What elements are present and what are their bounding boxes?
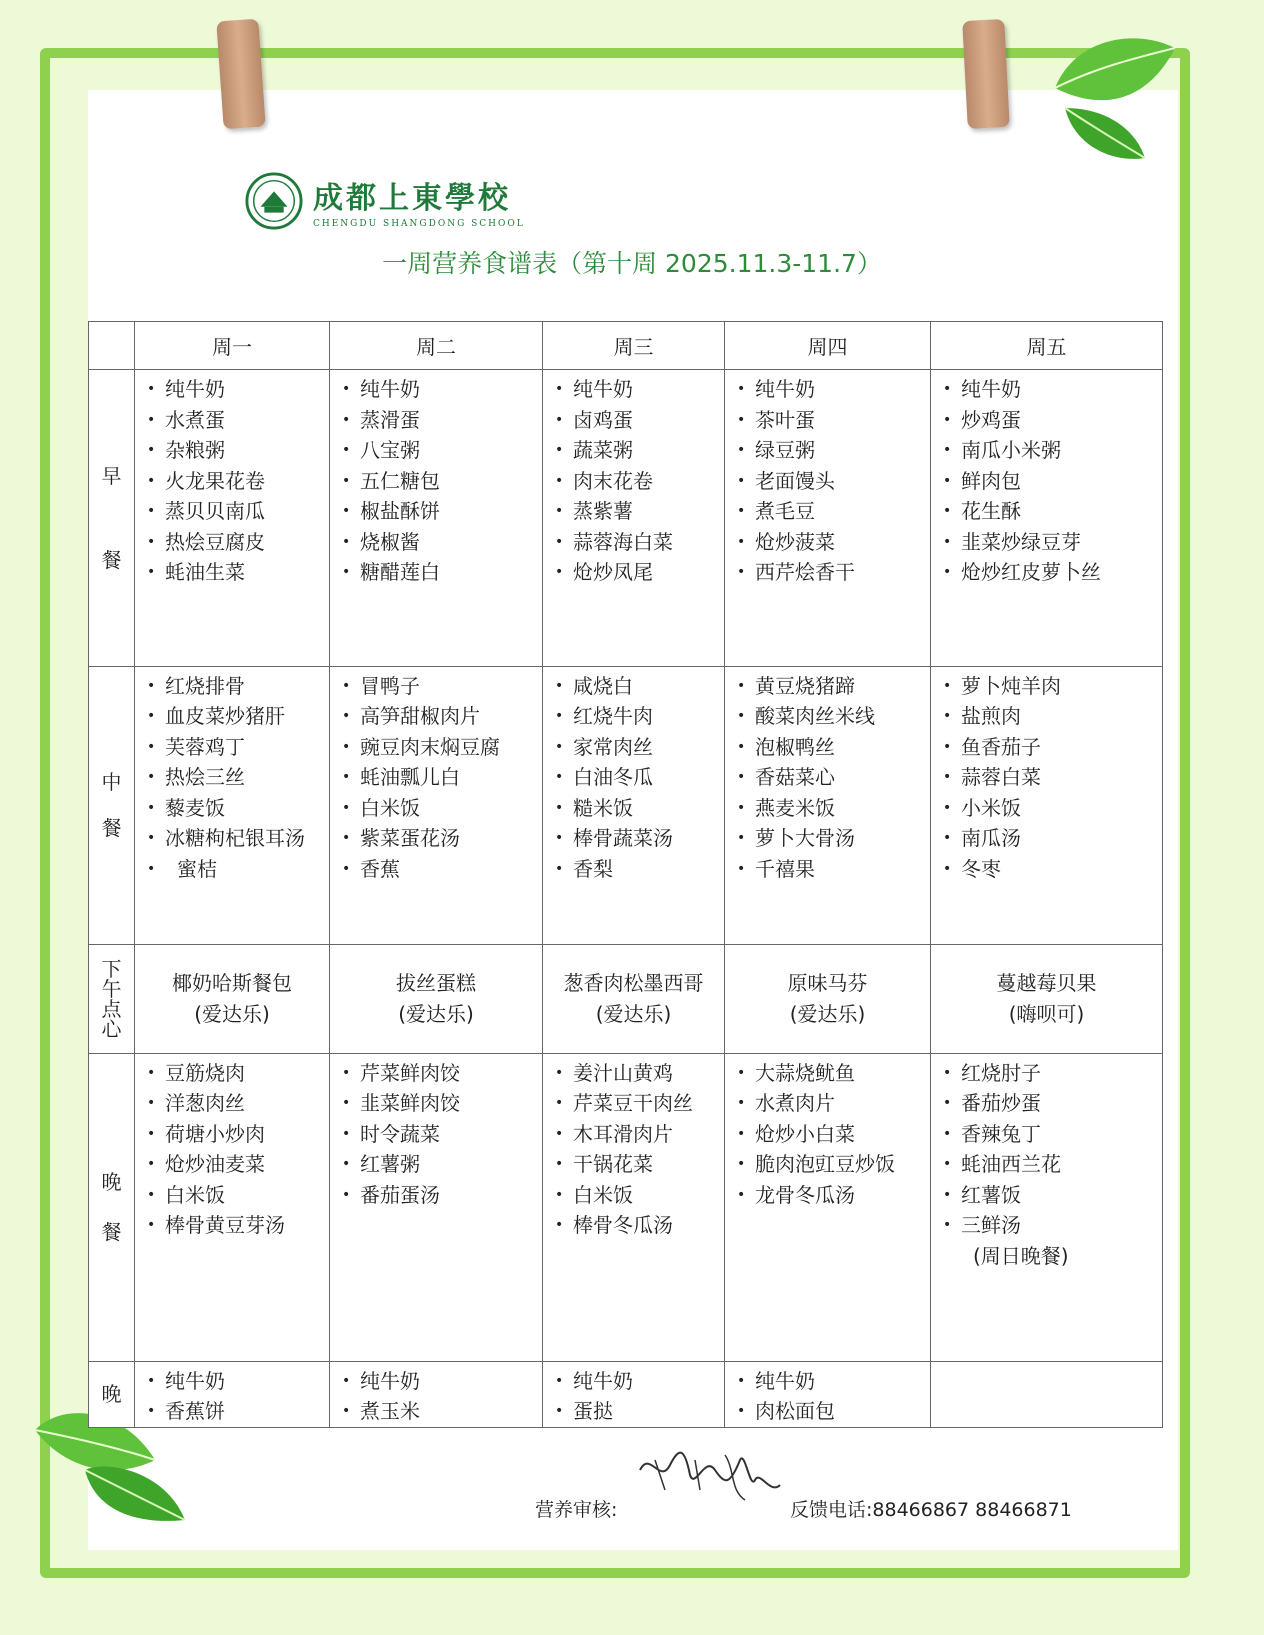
list-item: • 三鲜汤	[941, 1210, 1162, 1241]
breakfast-label: 早 餐	[89, 370, 135, 667]
list-item: • 韭菜鲜肉饺	[340, 1088, 542, 1119]
list-item-note: (周日晚餐)	[973, 1243, 1069, 1268]
dinner-row	[89, 1053, 1163, 1361]
list-item: • 蒜蓉海白菜	[553, 527, 724, 558]
list-item: • 芹菜豆干肉丝	[553, 1088, 724, 1119]
clothespin-right-icon	[962, 19, 1010, 129]
snack-label: 下午点心	[89, 944, 135, 1053]
list-item: • 龙骨冬瓜汤	[735, 1180, 930, 1211]
list-item: • 炝炒菠菜	[735, 527, 930, 558]
list-item: • 鲜肉包	[941, 466, 1162, 497]
lunch-row	[89, 666, 1163, 944]
lunch-fri	[931, 666, 1163, 944]
list-item: • 纯牛奶	[145, 374, 329, 405]
list-item: • 泡椒鸭丝	[735, 732, 930, 763]
night-wed	[543, 1361, 725, 1427]
list-item: • 芹菜鲜肉饺	[340, 1058, 542, 1089]
list-item: • 红薯粥	[340, 1149, 542, 1180]
list-item: • 炝炒小白菜	[735, 1119, 930, 1150]
snack-tue: 拔丝蛋糕 (爱达乐)	[330, 944, 543, 1053]
night-row	[89, 1361, 1163, 1427]
list-item: • 炝炒油麦菜	[145, 1149, 329, 1180]
page-title: 一周营养食谱表（第十周 2025.11.3-11.7）	[382, 249, 882, 278]
list-item: • 鱼香茄子	[941, 732, 1162, 763]
snack-mon: 椰奶哈斯餐包 (爱达乐)	[135, 944, 330, 1053]
list-item: • 炝炒红皮萝卜丝	[941, 557, 1162, 588]
lunch-thu	[725, 666, 931, 944]
list-item: • 香菇菜心	[735, 762, 930, 793]
list-item: • 糙米饭	[553, 793, 724, 824]
list-item: • 纯牛奶	[340, 374, 542, 405]
snack-row	[89, 944, 1163, 1053]
list-item: • 血皮菜炒猪肝	[145, 701, 329, 732]
list-item: • 煮玉米	[340, 1396, 542, 1427]
snack-fri: 蔓越莓贝果 (嗨呗可)	[931, 944, 1163, 1053]
list-item: • 香辣兔丁	[941, 1119, 1162, 1150]
school-name-cn: 成都上東學校	[313, 181, 511, 216]
leaf-top-right-icon	[1035, 28, 1185, 168]
list-item: • 豆筋烧肉	[145, 1058, 329, 1089]
list-item: • 棒骨冬瓜汤	[553, 1210, 724, 1241]
list-item: • 红烧肘子	[941, 1058, 1162, 1089]
corner-cell	[89, 322, 135, 370]
list-item: • 水煮蛋	[145, 405, 329, 436]
list-item: • 火龙果花卷	[145, 466, 329, 497]
dinner-wed	[543, 1053, 725, 1361]
list-item: • 香蕉饼	[145, 1396, 329, 1427]
list-item: • 纯牛奶	[735, 1366, 930, 1397]
list-item: • 香蕉	[340, 854, 542, 885]
list-item: • 番茄炒蛋	[941, 1088, 1162, 1119]
feedback-phone: 反馈电话:88466867 88466871	[790, 1499, 1072, 1521]
list-item: • 蛋挞	[553, 1396, 724, 1427]
list-item: • 黄豆烧猪蹄	[735, 671, 930, 702]
list-item: • 蒸紫薯	[553, 496, 724, 527]
lunch-label: 中 餐	[89, 666, 135, 944]
list-item: • 纯牛奶	[553, 374, 724, 405]
list-item: • 小米饭	[941, 793, 1162, 824]
lunch-wed	[543, 666, 725, 944]
list-item: • 藜麦饭	[145, 793, 329, 824]
night-mon	[135, 1361, 330, 1427]
list-item: • 萝卜大骨汤	[735, 823, 930, 854]
list-item: • 水煮肉片	[735, 1088, 930, 1119]
menu-table	[88, 321, 1163, 1428]
list-item: • 紫菜蛋花汤	[340, 823, 542, 854]
list-item: • 荷塘小炒肉	[145, 1119, 329, 1150]
dinner-label: 晚 餐	[89, 1053, 135, 1361]
list-item: • 蒜蓉白菜	[941, 762, 1162, 793]
day-header-row	[89, 322, 1163, 370]
list-item: • 燕麦米饭	[735, 793, 930, 824]
list-item: • 八宝粥	[340, 435, 542, 466]
list-item: • 蔬菜粥	[553, 435, 724, 466]
breakfast-mon	[135, 370, 330, 667]
list-item: • 韭菜炒绿豆芽	[941, 527, 1162, 558]
list-item: • 糖醋莲白	[340, 557, 542, 588]
list-item: • 纯牛奶	[340, 1366, 542, 1397]
school-emblem-icon	[245, 172, 303, 230]
list-item: • 家常肉丝	[553, 732, 724, 763]
list-item: • 豌豆肉末焖豆腐	[340, 732, 542, 763]
list-item: • 纯牛奶	[145, 1366, 329, 1397]
dinner-fri	[931, 1053, 1163, 1361]
list-item: • 西芹烩香干	[735, 557, 930, 588]
list-item: • 茶叶蛋	[735, 405, 930, 436]
list-item: • 白米饭	[340, 793, 542, 824]
clothespin-left-icon	[216, 19, 265, 130]
list-item: • 热烩三丝	[145, 762, 329, 793]
snack-thu: 原味马芬 (爱达乐)	[725, 944, 931, 1053]
list-item: • 千禧果	[735, 854, 930, 885]
breakfast-wed	[543, 370, 725, 667]
list-item: • 白油冬瓜	[553, 762, 724, 793]
list-item: • 番茄蛋汤	[340, 1180, 542, 1211]
list-item: • 冒鸭子	[340, 671, 542, 702]
list-item: • 冰糖枸杞银耳汤	[145, 823, 329, 854]
day-header-mon: 周一	[135, 322, 330, 370]
list-item: • 蒸滑蛋	[340, 405, 542, 436]
list-item: • 绿豆粥	[735, 435, 930, 466]
snack-wed: 葱香肉松墨西哥 (爱达乐)	[543, 944, 725, 1053]
dinner-tue	[330, 1053, 543, 1361]
list-item: • 纯牛奶	[735, 374, 930, 405]
list-item: • 蜜桔	[145, 854, 329, 885]
list-item: • 纯牛奶	[553, 1366, 724, 1397]
list-item: • 白米饭	[553, 1180, 724, 1211]
day-header-tue: 周二	[330, 322, 543, 370]
list-item: • 花生酥	[941, 496, 1162, 527]
list-item: • 高笋甜椒肉片	[340, 701, 542, 732]
night-tue	[330, 1361, 543, 1427]
list-item: • 热烩豆腐皮	[145, 527, 329, 558]
list-item: • 脆肉泡豇豆炒饭	[735, 1149, 930, 1180]
list-item: • 红烧排骨	[145, 671, 329, 702]
list-item: • 杂粮粥	[145, 435, 329, 466]
list-item: • 洋葱肉丝	[145, 1088, 329, 1119]
list-item: • 炒鸡蛋	[941, 405, 1162, 436]
night-thu	[725, 1361, 931, 1427]
list-item: • 萝卜炖羊肉	[941, 671, 1162, 702]
review-label: 营养审核:	[535, 1499, 618, 1521]
list-item: • 时令蔬菜	[340, 1119, 542, 1150]
list-item: • 白米饭	[145, 1180, 329, 1211]
list-item: • 蒸贝贝南瓜	[145, 496, 329, 527]
breakfast-row	[89, 370, 1163, 667]
list-item: • 南瓜汤	[941, 823, 1162, 854]
lunch-mon	[135, 666, 330, 944]
list-item: • 大蒜烧鱿鱼	[735, 1058, 930, 1089]
breakfast-tue	[330, 370, 543, 667]
list-item: • 干锅花菜	[553, 1149, 724, 1180]
school-name-en: CHENGDU SHANGDONG SCHOOL	[313, 219, 525, 229]
list-item: • 酸菜肉丝米线	[735, 701, 930, 732]
list-item: • 蚝油瓢儿白	[340, 762, 542, 793]
school-logo	[245, 172, 525, 230]
day-header-fri: 周五	[931, 322, 1163, 370]
day-header-wed: 周三	[543, 322, 725, 370]
list-item: • 咸烧白	[553, 671, 724, 702]
lunch-tue	[330, 666, 543, 944]
dinner-mon	[135, 1053, 330, 1361]
list-item: • 蚝油生菜	[145, 557, 329, 588]
list-item: • 椒盐酥饼	[340, 496, 542, 527]
list-item: • 炝炒凤尾	[553, 557, 724, 588]
list-item: • 老面馒头	[735, 466, 930, 497]
list-item: • 姜汁山黄鸡	[553, 1058, 724, 1089]
list-item: • 芙蓉鸡丁	[145, 732, 329, 763]
breakfast-thu	[725, 370, 931, 667]
list-item: • 五仁糖包	[340, 466, 542, 497]
list-item: • 煮毛豆	[735, 496, 930, 527]
list-item: • 棒骨黄豆芽汤	[145, 1210, 329, 1241]
list-item: • 肉末花卷	[553, 466, 724, 497]
night-fri	[931, 1361, 1163, 1427]
list-item: • 肉松面包	[735, 1396, 930, 1427]
list-item: • 红烧牛肉	[553, 701, 724, 732]
list-item: • 南瓜小米粥	[941, 435, 1162, 466]
night-label: 晚	[89, 1361, 135, 1427]
day-header-thu: 周四	[725, 322, 931, 370]
dinner-thu	[725, 1053, 931, 1361]
signature-icon	[635, 1430, 785, 1510]
list-item: • 棒骨蔬菜汤	[553, 823, 724, 854]
list-item: • 盐煎肉	[941, 701, 1162, 732]
list-item: • 红薯饭	[941, 1180, 1162, 1211]
breakfast-fri	[931, 370, 1163, 667]
list-item: • 卤鸡蛋	[553, 405, 724, 436]
list-item: • 烧椒酱	[340, 527, 542, 558]
list-item: • 蚝油西兰花	[941, 1149, 1162, 1180]
list-item: • 纯牛奶	[941, 374, 1162, 405]
list-item: • 冬枣	[941, 854, 1162, 885]
list-item: • 木耳滑肉片	[553, 1119, 724, 1150]
list-item: • 香梨	[553, 854, 724, 885]
